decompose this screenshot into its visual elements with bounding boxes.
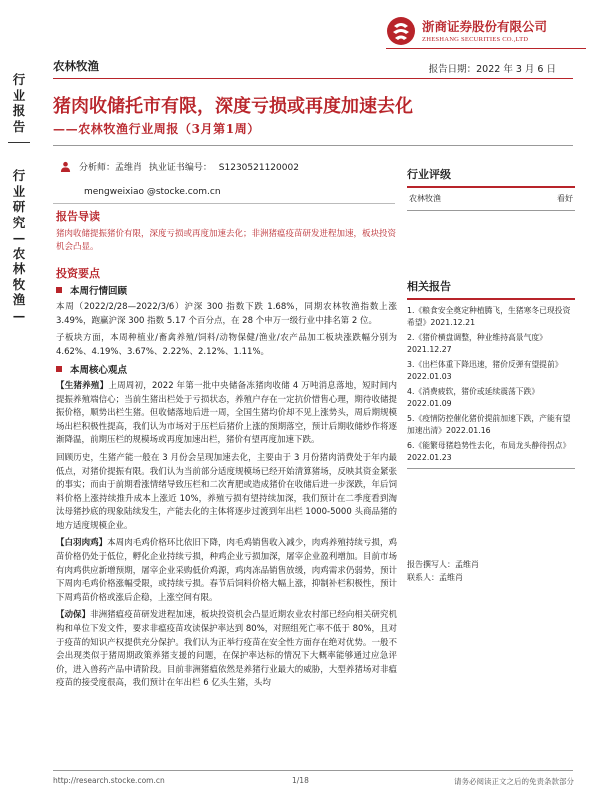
chicken-paragraph: 【白羽肉鸡】本周肉毛鸡价格环比依旧下降，肉毛鸡销售收入减少，肉鸡养殖持续亏损，鸡苗价格仍处于低位，孵化企业持续亏损，种鸡企业亏损加深，屠宰企业盈利增加。目前市场有肉鸡供应新增预期，屠宰企业采购低价鸡源，鸡肉冻品销售放缓，肉鸡需求仍弱势，预计下周肉毛鸡价格涨幅受限，或持续亏损。春节后饲料价格大幅上涨，抑制补栏积极性，预计下周鸡苗价格或涨后企稳，上涨空间有限。 [56, 538, 397, 603]
bullet-square-icon [56, 366, 62, 372]
market-paragraph-1: 本周（2022/2/28—2022/3/6）沪深 300 指数下跌 1.68%，同期农林牧渔指数上涨 3.49%，跑赢沪深 300 指数 5.17 个百分点，在 28 个申万一级行业中排名第 2 位。 [56, 301, 397, 326]
sector-tag: 农林牧渔 [53, 59, 99, 73]
list-item[interactable]: 6.《能繁母猪趋势性去化，布局龙头静待拐点》2022.01.23 [407, 441, 571, 462]
company-name-en: ZHESHANG SECURITIES CO.,LTD [422, 36, 529, 43]
rating-panel [407, 166, 575, 211]
main-content [53, 210, 397, 695]
analyst-info [60, 160, 303, 173]
title-divider [53, 78, 573, 79]
footer-url[interactable]: http://research.stocke.com.cn [53, 776, 165, 785]
guide-heading: 报告导读 [56, 210, 100, 223]
analyst-name: 分析师：孟维肖 [79, 163, 143, 173]
market-review-heading: 本周行情回顾 [56, 285, 397, 299]
pig-paragraph-1: 【生猪养殖】上周周初，2022 年第一批中央储备冻猪肉收储 4 万吨消息落地，短时间内提振养殖端信心；当前生猪出栏处于亏损状态，养殖户存在一定抗价惜售心理，期待收储提振价格，顺势出栏生猪。但收储落地后进一周，全国生猪均价却不见上涨势头，周后期规模场出栏积极性提高，我们认为市场对于压栏后猪价上涨的预期落空，预计后期收储炒作将逐渐降温，前期压栏的规模场或再度加速出栏，猪价有望再度加速下跌。 [56, 380, 397, 446]
related-divider [407, 468, 575, 469]
contact-person: 联系人：孟维肖 [407, 573, 463, 582]
list-item[interactable]: 5.《疫情防控催化猪价提前加速下跌，产能有望加速出清》2022.01.16 [407, 414, 571, 435]
list-item[interactable]: 3.《出栏体重下降迅速，猪价反弹有望提前》2022.01.03 [407, 360, 563, 381]
core-view-heading: 本周核心观点 [56, 364, 397, 378]
report-author: 报告撰写人：孟维肖 [407, 560, 479, 569]
page-number: 1/18 [292, 776, 309, 785]
footer-divider [53, 770, 573, 771]
pig-label: 【生猪养殖】 [56, 380, 109, 391]
chicken-label: 【白羽肉鸡】 [56, 538, 108, 549]
page-title: 猪肉收储托市有限，深度亏损或再度加速去化 [53, 96, 413, 117]
rating-row [407, 188, 575, 211]
page-subtitle: ——农林牧渔行业周报（3月第1周） [53, 122, 260, 136]
license-label: 执业证书编号： [148, 163, 212, 173]
analyst-divider [53, 203, 395, 204]
header-divider [386, 48, 586, 49]
bullet-square-icon [56, 287, 62, 293]
zheshang-logo-icon [386, 16, 416, 46]
title-bottom-divider [53, 145, 573, 146]
vertical-label-divider [8, 142, 30, 143]
footer-disclaimer: 请务必阅读正文之后的免责条款部分 [454, 777, 574, 786]
license-number: S1230521120002 [218, 163, 299, 173]
contact-panel [407, 558, 575, 584]
pig-paragraph-2: 回顾历史，生猪产能一般在 3 月份会呈现加速去化，主要由于 3 月份猪肉消费处于年内最低点，对猪价提振有限。我们认为当前部分适度规模场已经开始清算猪场，反映其资金紧张的事实；而由于前期看涨情绪导致压栏和二次育肥或造成猪价在收储后进一步深跌，年后饲料价格上涨持续推升成本上涨近 10%，养殖亏损有望持续加深，我们预计在二季度看到淘汰母猪抄底的现象陆续发生，产能去化的主体将逐步过渡到年出栏 1000-5000 头商品猪的地方适度规模企业。 [56, 452, 397, 531]
points-heading: 投资要点 [56, 266, 100, 280]
vaccine-paragraph: 【动保】非洲猪瘟疫苗研发进程加速，板块投资机会凸显近期农业农村部已经向相关研究机构和单位下发文件，要求非瘟疫苗攻读保护率达到 80%，对照组死亡率不低于 80%，且对于疫苗的知识产权提供充分保护。我们认为正举行疫苗在安全性方面存在绝对优势。一般不会出现类似于猪周期政策养猪支援的问题，在保护率达标的情况下大概率能够通过应急评价，进入兽药产品申请阶段。目前非洲猪瘟依然是养猪行业最大的威胁，大型养猪场对非瘟疫苗的接受度很高，我们预计在年出栏 6 亿头生猪，头均 [56, 610, 397, 689]
rating-value: 看好 [557, 194, 573, 203]
vaccine-label: 【动保】 [56, 610, 91, 621]
market-paragraph-2: 子板块方面，本周种植业/畜禽养殖/饲料/动物保健/渔业/农产品加工板块涨跌幅分别为 4.62%、4.19%、3.67%、2.22%、2.12%、1.11%。 [56, 333, 397, 357]
company-name-cn: 浙商证券股份有限公司 [422, 19, 548, 34]
related-heading: 相关报告 [407, 278, 575, 300]
related-list [407, 300, 575, 464]
rating-sector: 农林牧渔 [409, 194, 441, 203]
analyst-email[interactable]: mengweixiao @stocke.com.cn [84, 187, 221, 197]
rating-heading: 行业评级 [407, 166, 575, 188]
related-reports-panel [407, 278, 575, 469]
list-item[interactable]: 4.《消费疲软，猪价或延续震荡下跌》2022.01.09 [407, 387, 540, 408]
person-icon [60, 161, 71, 172]
list-item[interactable]: 1.《粮食安全奠定种植腾飞，生猪寒冬已现投资希望》2021.12.21 [407, 306, 571, 327]
report-date: 报告日期：2022 年 3 月 6 日 [428, 64, 556, 75]
list-item[interactable]: 2.《猪价横盘调整，种业维持高景气度》2021.12.27 [407, 333, 547, 354]
vertical-label-category: 行业研究—农林牧渔— [12, 168, 26, 323]
guide-text: 猪肉收储提振猪价有限，深度亏损或再度加速去化；非洲猪瘟疫苗研发进程加速，板块投资机会凸显。 [56, 228, 397, 253]
vertical-label-report: 行业报告 [12, 72, 26, 134]
